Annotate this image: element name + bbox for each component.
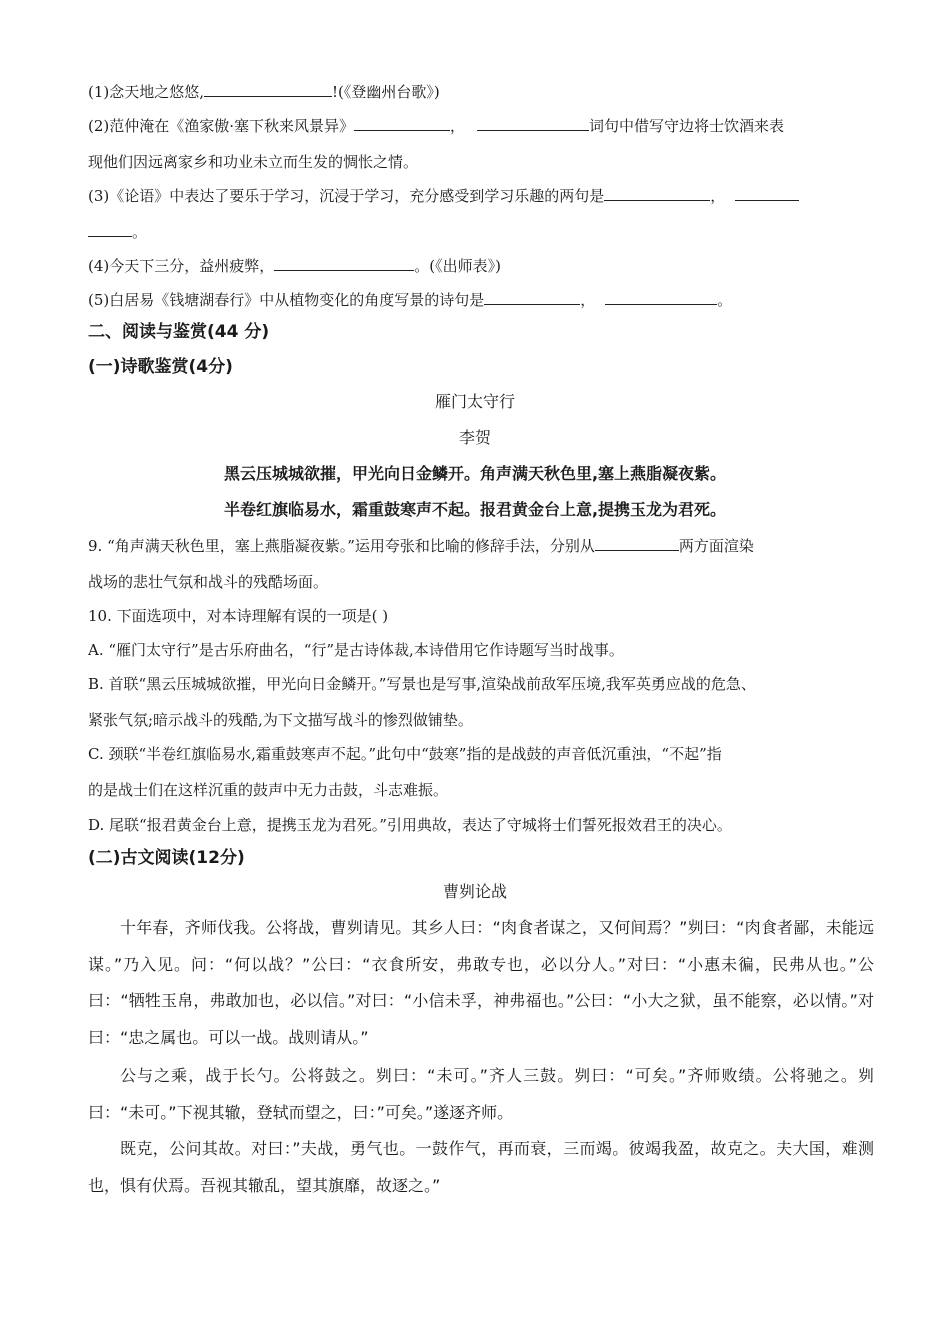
q9-text-cont: 两方面渲染 bbox=[678, 537, 754, 555]
poem-title: 雁门太守行 bbox=[434, 392, 515, 411]
answer-blank[interactable] bbox=[605, 290, 717, 305]
option-d: D. 尾联“报君黄金台上意，提携玉龙为君死。”引用典故，表达了守城将士们誓死报效君王的决心。 bbox=[88, 816, 732, 834]
section-heading: 二、阅读与鉴赏(44 分) bbox=[88, 322, 270, 342]
option-a: A. “雁门太守行”是古乐府曲名，“行”是古诗体裁,本诗借用它作诗题写当时战事。 bbox=[88, 641, 624, 659]
question-9 bbox=[88, 536, 868, 556]
answer-blank[interactable] bbox=[88, 222, 132, 237]
prose-paragraph-3: 既克，公问其故。对曰：”夫战，勇气也。一鼓作气，再而衰，三而竭。彼竭我盈，故克之。夫大国，难测也，惧有伏焉。吾视其辙乱，望其旗靡，故逐之。” bbox=[88, 1139, 874, 1195]
q1-source: !(《登幽州台歌》) bbox=[332, 83, 440, 101]
question-2-line2: 现他们因远离家乡和功业未立而生发的惆怅之情。 bbox=[88, 153, 419, 171]
prose-paragraph-2: 公与之乘，战于长勺。公将鼓之。刿曰：“未可。”齐人三鼓。刿曰：“可矣。”齐师败绩。公将驰之。刿曰：“未可。”下视其辙，登轼而望之，曰：”可矣。”遂逐齐师。 bbox=[88, 1066, 874, 1122]
answer-blank[interactable] bbox=[735, 186, 799, 201]
q2-text-cont: 词句中借写守边将士饮酒来表 bbox=[589, 117, 785, 135]
subsection-heading-classical: (二)古文阅读(12分) bbox=[88, 848, 245, 868]
answer-blank[interactable] bbox=[204, 82, 332, 97]
question-4 bbox=[88, 256, 868, 276]
q2-text: (2)范仲淹在《渔家傲·塞下秋来风景异》 bbox=[88, 117, 355, 135]
poem-line-2: 半卷红旗临易水，霜重鼓寒声不起。报君黄金台上意,提携玉龙为君死。 bbox=[223, 500, 727, 519]
subsection-heading-poetry: (一)诗歌鉴赏(4分) bbox=[88, 357, 233, 377]
answer-blank[interactable] bbox=[604, 186, 710, 201]
option-c-line2: 的是战士们在这样沉重的鼓声中无力击鼓，斗志难振。 bbox=[88, 781, 449, 799]
q3-text: (3)《论语》中表达了要乐于学习，沉浸于学习，充分感受到学习乐趣的两句是 bbox=[88, 187, 605, 205]
option-b: B. 首联“黑云压城城欲摧，甲光向日金鳞开。”写景也是写事,渲染战前敌军压境,我军英勇应战的危急、 bbox=[88, 675, 756, 693]
answer-blank[interactable] bbox=[595, 536, 679, 551]
answer-blank[interactable] bbox=[354, 116, 450, 131]
question-10: 10. 下面选项中，对本诗理解有误的一项是( ) bbox=[88, 607, 389, 625]
poem-author: 李贺 bbox=[458, 428, 491, 447]
q4-text: (4)今天下三分，益州疲弊， bbox=[88, 257, 275, 275]
q1-text: (1)念天地之悠悠, bbox=[88, 83, 205, 101]
question-5 bbox=[88, 290, 868, 310]
option-b-line2: 紧张气氛;暗示战斗的残酷,为下文描写战斗的惨烈做铺垫。 bbox=[88, 711, 473, 729]
question-3 bbox=[88, 186, 868, 206]
comma: ， bbox=[710, 187, 726, 205]
period: 。 bbox=[132, 223, 148, 241]
question-3-line2 bbox=[88, 222, 868, 242]
question-9-line2: 战场的悲壮气氛和战斗的残酷场面。 bbox=[88, 573, 329, 591]
comma: ， bbox=[450, 117, 466, 135]
poem-line-1: 黑云压城城欲摧，甲光向日金鳞开。角声满天秋色里,塞上燕脂凝夜紫。 bbox=[223, 464, 727, 483]
answer-blank[interactable] bbox=[274, 256, 414, 271]
question-2 bbox=[88, 116, 868, 136]
prose-title: 曹刿论战 bbox=[442, 882, 507, 901]
period: 。 bbox=[717, 291, 733, 309]
q4-source: 。(《出师表》) bbox=[414, 257, 501, 275]
question-1 bbox=[88, 82, 868, 102]
option-c: C. 颈联“半卷红旗临易水,霜重鼓寒声不起。”此句中“鼓寒”指的是战鼓的声音低沉重浊，“不起”指 bbox=[88, 745, 722, 763]
comma: ， bbox=[580, 291, 596, 309]
q5-text: (5)白居易《钱塘湖春行》中从植物变化的角度写景的诗句是 bbox=[88, 291, 485, 309]
prose-paragraph-1: 十年春，齐师伐我。公将战，曹刿请见。其乡人曰：“肉食者谋之，又何间焉？”刿曰：“肉食者鄙，未能远谋。”乃入见。问：“何以战？”公曰：“衣食所安，弗敢专也，必以分人。”对曰：“小惠未徧，民弗从也。”公曰：“牺牲玉帛，弗敢加也，必以信。”对曰：“小信未孚，神弗福也。”公曰：“小大之狱，虽不能察，必以情。”对曰：“忠之属也。可以一战。战则请从。” bbox=[88, 918, 874, 1047]
answer-blank[interactable] bbox=[477, 116, 589, 131]
answer-blank[interactable] bbox=[484, 290, 580, 305]
q9-text: 9. “角声满天秋色里，塞上燕脂凝夜紫。”运用夸张和比喻的修辞手法，分别从 bbox=[88, 537, 595, 555]
